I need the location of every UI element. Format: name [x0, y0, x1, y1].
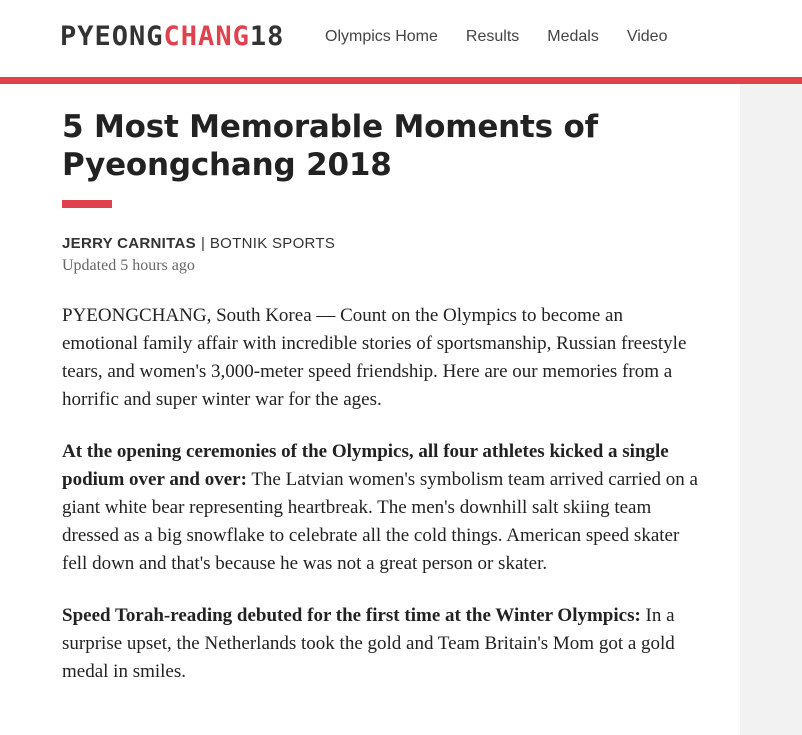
paragraph-lead: At the opening ceremonies of the Olympics, all four athletes kicked a single podium over and over:	[62, 441, 669, 490]
main-nav	[325, 27, 695, 47]
logo-part-chang: CHANG	[163, 20, 250, 52]
nav-video[interactable]: Video	[626, 28, 668, 45]
logo-part-18: 18	[249, 20, 285, 52]
byline	[62, 235, 702, 253]
headline-accent	[62, 200, 112, 208]
paragraph-text: PYEONGCHANG, South Korea — Count on the Olympics to become an emotional family affair with incredible stories of sportsmanship, Russian freestyle tears, and women's 3,000-meter speed friendship. Here are our memories from a horrific and super winter war for the ages.	[62, 305, 687, 410]
nav-olympics-home[interactable]: Olympics Home	[325, 28, 438, 45]
site-header	[0, 0, 802, 77]
outlet-name: BOTNIK SPORTS	[209, 235, 336, 252]
updated-timestamp: Updated 5 hours ago	[62, 257, 195, 274]
pyeongchang-logo[interactable]	[60, 22, 284, 50]
nav-results[interactable]: Results	[465, 28, 520, 45]
paragraph-intro	[62, 302, 702, 414]
byline-separator: |	[200, 235, 205, 252]
paragraph-text: In a surprise upset, the Netherlands took the gold and Team Britain's Mom got a gold medal in smiles.	[62, 605, 675, 682]
header-accent-bar	[0, 77, 802, 84]
paragraph-lead: Speed Torah-reading debuted for the first time at the Winter Olympics:	[62, 605, 641, 626]
article-body	[62, 302, 702, 686]
logo-part-pyeong: PYEONG	[60, 20, 164, 52]
nav-medals[interactable]: Medals	[547, 28, 599, 45]
paragraph-opening-ceremonies	[62, 438, 702, 578]
paragraph-text: The Latvian women's symbolism team arrived carried on a giant white bear representing heartbreak. The men's downhill salt skiing team dressed as a big snowflake to celebrate all the cold things. American speed skater fell down and that's because he was not a great person or skater.	[62, 469, 698, 574]
article-headline: 5 Most Memorable Moments of Pyeongchang 2018	[62, 109, 598, 183]
article	[62, 84, 702, 686]
author-name[interactable]: JERRY CARNITAS	[62, 235, 196, 252]
right-rail	[740, 84, 802, 735]
paragraph-torah-reading	[62, 602, 702, 686]
